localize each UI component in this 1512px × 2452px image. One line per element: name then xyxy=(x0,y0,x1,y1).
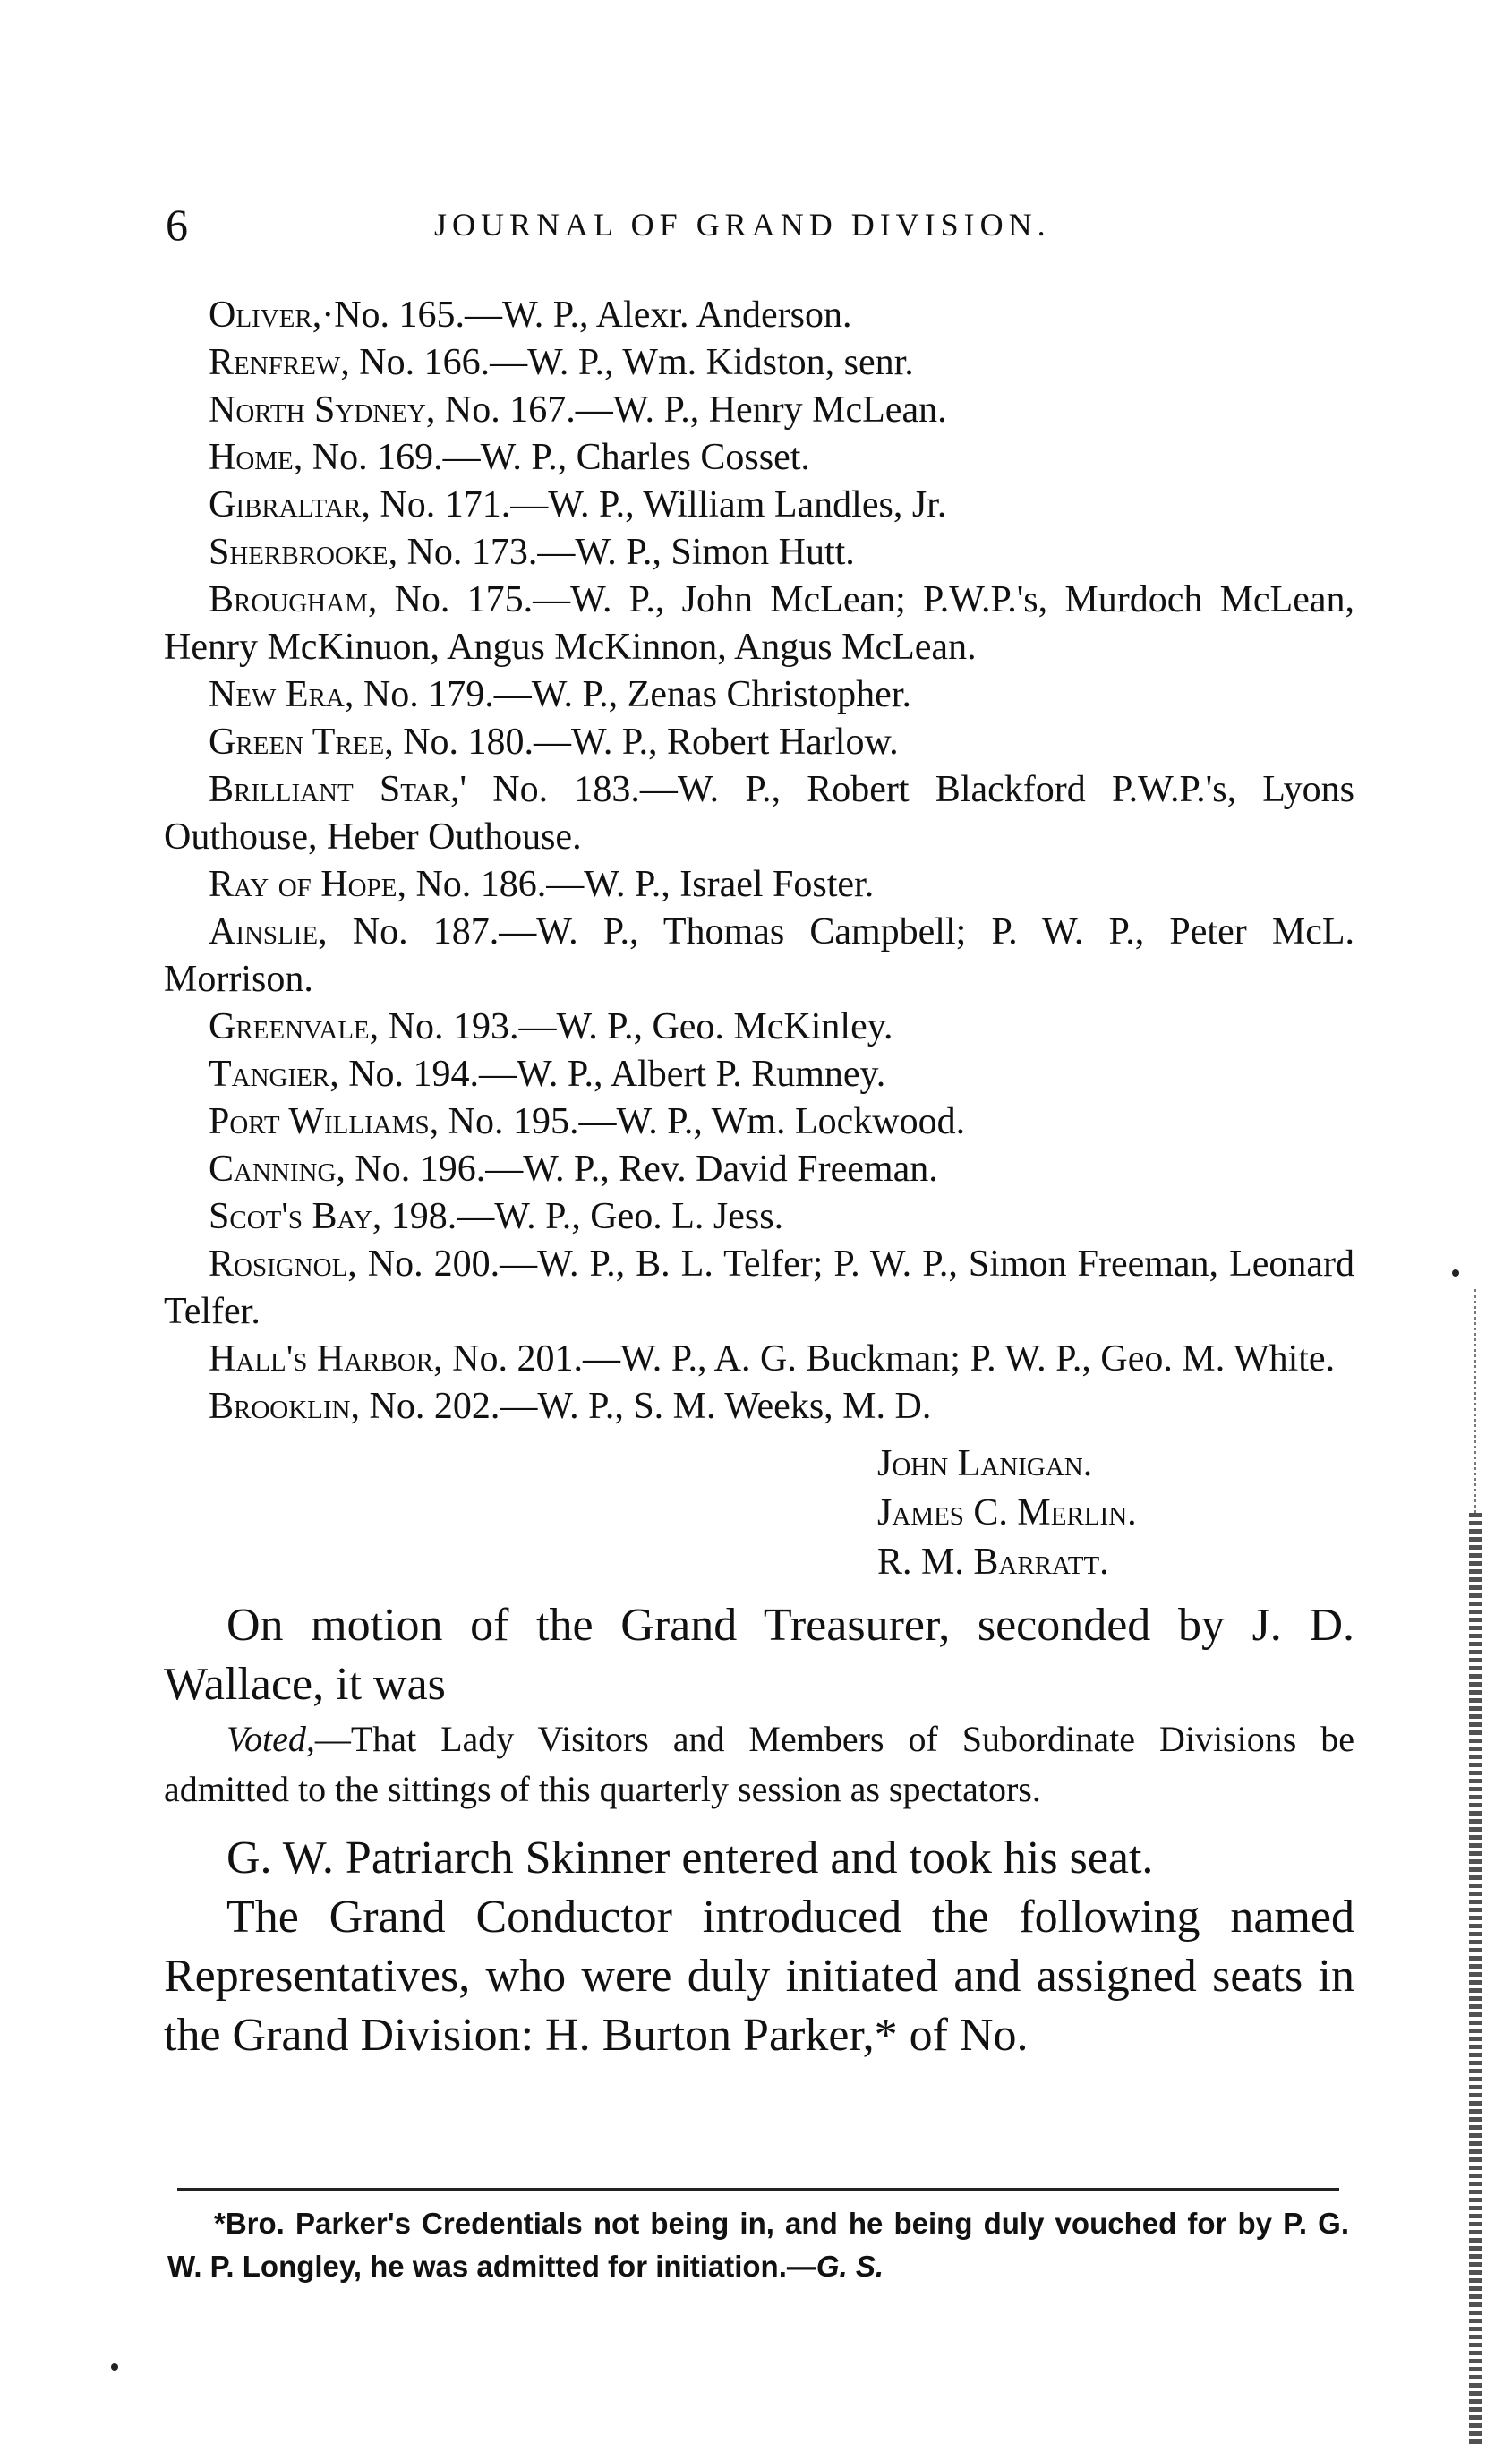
division-name: Canning xyxy=(209,1149,337,1190)
footnote xyxy=(167,2202,1349,2288)
division-details: , No. 166.—W. P., Wm. Kidston, senr. xyxy=(340,342,914,383)
division-entry xyxy=(164,292,1354,339)
division-details: ,·No. 165.—W. P., Alexr. Anderson. xyxy=(312,295,852,336)
division-details: , No. 193.—W. P., Geo. McKinley. xyxy=(369,1006,893,1047)
division-details: , No. 179.—W. P., Zenas Christopher. xyxy=(344,674,911,715)
division-details: , No. 200.—W. P., B. L. Telfer; P. W. P., Simon Freeman, Leonard Telfer. xyxy=(164,1243,1354,1332)
division-name: Sherbrooke xyxy=(209,532,389,573)
division-name: New Era xyxy=(209,674,345,715)
division-entry xyxy=(164,1146,1354,1193)
division-details: , No. 196.—W. P., Rev. David Freeman. xyxy=(336,1149,938,1190)
division-details: , No. 195.—W. P., Wm. Lockwood. xyxy=(429,1101,966,1142)
division-details: ,' No. 183.—W. P., Robert Blackford P.W.P.'s, Lyons Outhouse, Heber Outhouse. xyxy=(164,769,1354,858)
division-details: , No. 175.—W. P., John McLean; P.W.P.'s, Murdoch McLean, Henry McKinuon, Angus McKinnon, Angus McLean. xyxy=(164,579,1354,668)
division-name: Home xyxy=(209,437,294,478)
seat-paragraph: G. W. Patriarch Skinner entered and took his seat. xyxy=(226,1833,1154,1884)
division-details: , No. 180.—W. P., Robert Harlow. xyxy=(384,722,899,763)
division-name: Port Williams xyxy=(209,1101,430,1142)
division-list xyxy=(164,292,1354,1431)
signatory: R. M. Barratt. xyxy=(877,1542,1109,1583)
division-entry xyxy=(164,1098,1354,1146)
division-name: Green Tree xyxy=(209,722,385,763)
signatory: James C. Merlin. xyxy=(877,1492,1137,1534)
division-name: Ainslie xyxy=(209,911,319,953)
division-details: , 198.—W. P., Geo. L. Jess. xyxy=(372,1196,784,1237)
journal-title: JOURNAL OF GRAND DIVISION. xyxy=(434,207,1051,243)
division-name: Scot's Bay xyxy=(209,1196,372,1237)
division-details: , No. 186.—W. P., Israel Foster. xyxy=(397,864,875,905)
margin-scan-strip xyxy=(1469,1513,1482,2444)
division-name: Brougham xyxy=(209,579,368,620)
division-details: , No. 167.—W. P., Henry McLean. xyxy=(425,389,947,431)
division-details: , No. 171.—W. P., William Landles, Jr. xyxy=(361,484,947,525)
division-entry xyxy=(164,577,1354,671)
division-name: Hall's Harbor xyxy=(209,1338,434,1380)
division-details: , No. 173.—W. P., Simon Hutt. xyxy=(388,532,855,573)
division-entry xyxy=(164,909,1354,1004)
division-entry xyxy=(164,766,1354,861)
division-name: Greenvale xyxy=(209,1006,370,1047)
division-entry xyxy=(164,1051,1354,1098)
resolution-label: Voted, xyxy=(226,1719,315,1759)
division-name: Brilliant Star xyxy=(209,769,450,810)
page-number: 6 xyxy=(166,200,188,250)
motion-paragraph: On motion of the Grand Treasurer, seconded by J. D. Wallace, it was xyxy=(164,1600,1354,1710)
division-name: Rosignol xyxy=(209,1243,348,1285)
division-entry xyxy=(164,1193,1354,1241)
division-name: Tangier xyxy=(209,1054,330,1095)
division-entry xyxy=(164,1241,1354,1336)
division-name: Renfrew xyxy=(209,342,341,383)
division-entry xyxy=(164,339,1354,387)
division-details: , No. 202.—W. P., S. M. Weeks, M. D. xyxy=(350,1386,932,1427)
division-entry xyxy=(164,1383,1354,1431)
division-name: Gibraltar xyxy=(209,484,362,525)
division-name: North Sydney xyxy=(209,389,426,431)
margin-scan-marks xyxy=(1474,1289,1479,1513)
division-entry xyxy=(164,719,1354,766)
division-entry xyxy=(164,1004,1354,1051)
footnote-text: *Bro. Parker's Credentials not being in, and he being duly vouched for by P. G. W. P. Longley, he was admitted for initiation.— xyxy=(167,2207,1349,2283)
body-text xyxy=(164,292,1354,2065)
division-entry xyxy=(164,671,1354,719)
division-name: Ray of Hope xyxy=(209,864,397,905)
division-entry xyxy=(164,1336,1354,1383)
division-details: , No. 169.—W. P., Charles Cosset. xyxy=(293,437,810,478)
division-entry xyxy=(164,861,1354,909)
division-entry xyxy=(164,482,1354,529)
division-entry xyxy=(164,387,1354,434)
resolution-paragraph xyxy=(164,1714,1354,1815)
resolution-text: —That Lady Visitors and Members of Subordinate Divisions be admitted to the sittings of this quarterly session as spectators. xyxy=(164,1719,1354,1809)
footnote-rule xyxy=(177,2188,1339,2191)
stray-ink-dot xyxy=(111,2363,118,2371)
stray-ink-dot xyxy=(1452,1269,1459,1277)
representatives-paragraph: The Grand Conductor introduced the following named Representatives, who were duly initiated and assigned seats in the Grand Division: H. Burton Parker,* of No. xyxy=(164,1892,1354,2061)
division-details: , No. 187.—W. P., Thomas Campbell; P. W. P., Peter McL. Morrison. xyxy=(164,911,1354,1000)
division-name: Oliver xyxy=(209,295,312,336)
division-details: , No. 194.—W. P., Albert P. Rumney. xyxy=(329,1054,886,1095)
division-details: , No. 201.—W. P., A. G. Buckman; P. W. P., Geo. M. White. xyxy=(433,1338,1336,1380)
signatory: John Lanigan. xyxy=(877,1443,1093,1484)
footnote-signature: G. S. xyxy=(816,2250,884,2283)
signature-block xyxy=(877,1440,1354,1587)
division-name: Brooklin xyxy=(209,1386,351,1427)
division-entry xyxy=(164,529,1354,577)
running-head xyxy=(166,199,1356,252)
division-entry xyxy=(164,434,1354,482)
